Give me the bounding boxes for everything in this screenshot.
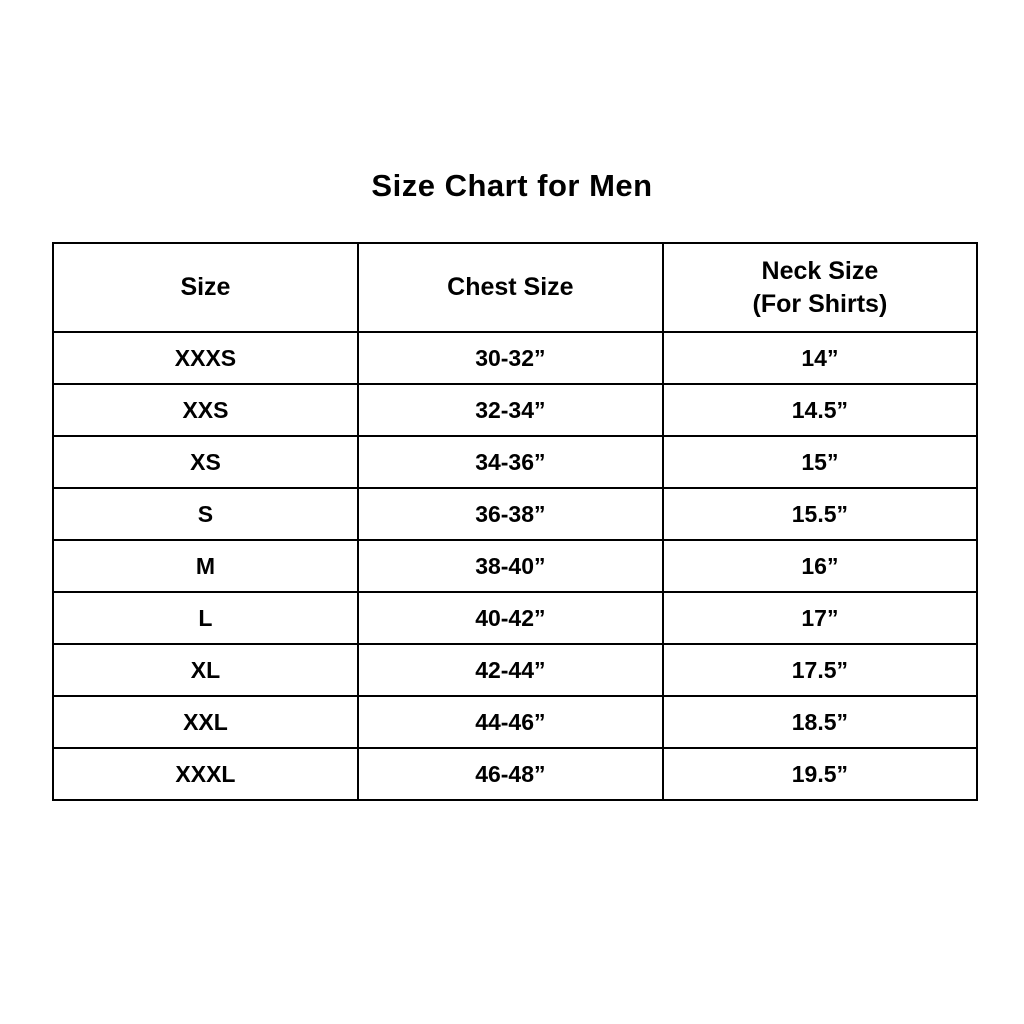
size-cell: M <box>53 540 358 592</box>
neck-size-cell: 18.5” <box>663 696 977 748</box>
size-cell: L <box>53 592 358 644</box>
chest-size-cell: 40-42” <box>358 592 663 644</box>
neck-size-cell: 15” <box>663 436 977 488</box>
table-row <box>53 540 977 592</box>
table-row <box>53 384 977 436</box>
chest-size-cell: 36-38” <box>358 488 663 540</box>
table-row <box>53 644 977 696</box>
neck-size-cell: 17” <box>663 592 977 644</box>
table-row <box>53 488 977 540</box>
chest-size-cell: 30-32” <box>358 332 663 384</box>
column-header-neck-size <box>663 243 977 332</box>
table-row <box>53 592 977 644</box>
column-header-size-label: Size <box>180 273 231 301</box>
table-row <box>53 436 977 488</box>
neck-size-cell: 14.5” <box>663 384 977 436</box>
chest-size-cell: 32-34” <box>358 384 663 436</box>
column-header-chest-size-label: Chest Size <box>447 273 574 301</box>
table-header-row <box>53 243 977 332</box>
chest-size-cell: 34-36” <box>358 436 663 488</box>
table-body <box>53 332 977 800</box>
chest-size-cell: 46-48” <box>358 748 663 800</box>
neck-size-cell: 15.5” <box>663 488 977 540</box>
size-cell: S <box>53 488 358 540</box>
size-cell: XXS <box>53 384 358 436</box>
size-cell: XXXS <box>53 332 358 384</box>
page-title: Size Chart for Men <box>371 168 653 203</box>
size-cell: XS <box>53 436 358 488</box>
table-row <box>53 332 977 384</box>
chest-size-cell: 38-40” <box>358 540 663 592</box>
size-cell: XL <box>53 644 358 696</box>
column-header-size <box>53 243 358 332</box>
neck-size-cell: 14” <box>663 332 977 384</box>
size-chart-table <box>52 242 978 801</box>
neck-size-cell: 19.5” <box>663 748 977 800</box>
chest-size-cell: 44-46” <box>358 696 663 748</box>
size-cell: XXL <box>53 696 358 748</box>
neck-size-cell: 17.5” <box>663 644 977 696</box>
neck-size-cell: 16” <box>663 540 977 592</box>
table-row <box>53 748 977 800</box>
size-cell: XXXL <box>53 748 358 800</box>
chest-size-cell: 42-44” <box>358 644 663 696</box>
column-header-neck-size-label: Neck Size <box>761 256 879 285</box>
table-row <box>53 696 977 748</box>
column-header-chest-size <box>358 243 663 332</box>
column-header-neck-size-sublabel: (For Shirts) <box>752 289 888 318</box>
